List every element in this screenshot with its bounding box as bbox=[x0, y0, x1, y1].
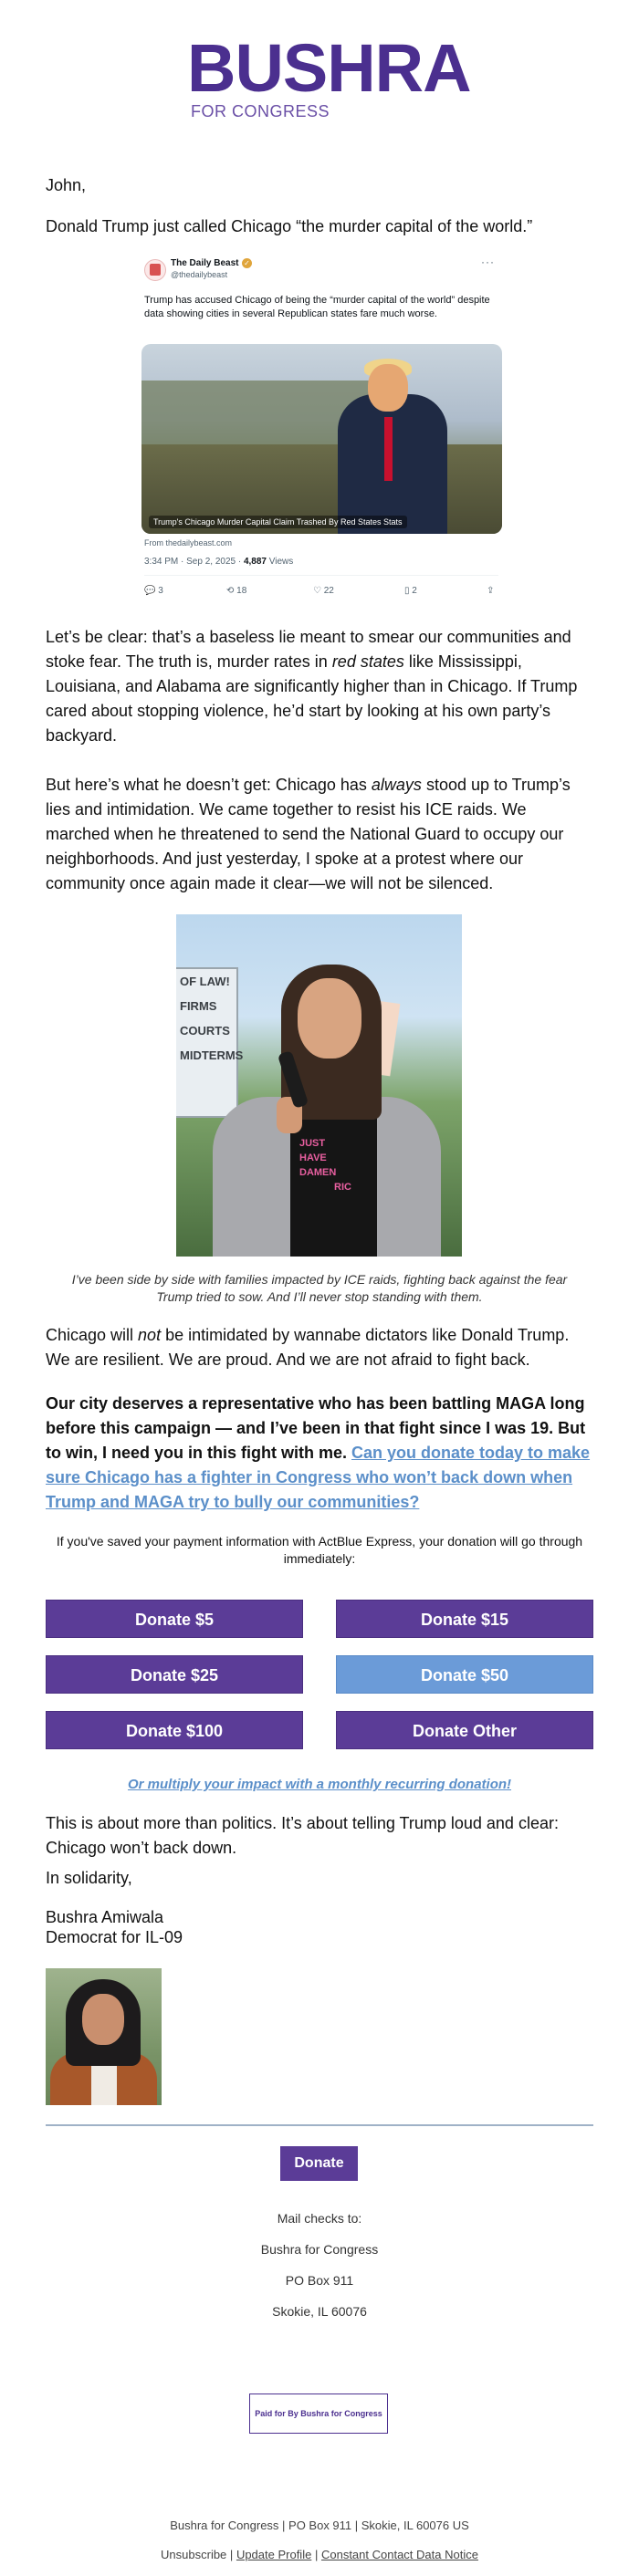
divider bbox=[46, 2124, 593, 2126]
repost-icon: ⟲ bbox=[226, 586, 235, 596]
donate-ask-link[interactable]: Can you donate today to make sure Chicago has a fighter in Congress who won’t back down when Trump and MAGA try to bully our communities? bbox=[46, 1444, 591, 1511]
embedded-tweet[interactable] bbox=[141, 256, 502, 611]
bookmark-count: 2 bbox=[412, 586, 417, 596]
paragraph-resistance: But here’s what he doesn’t get: Chicago has always stood up to Trump’s lies and intimidation. We came together to resist his ICE raids. We marched when he threatened to send the National Guard to occupy our neighborhoods. And just yesterday, I spoke at a protest where our community once again made it clear—we will not be silenced. bbox=[46, 776, 571, 892]
closing-paragraph: This is about more than politics. It’s about telling Trump loud and clear: Chicago won’t back down. bbox=[46, 1814, 559, 1857]
donate-50-button[interactable]: Donate $50 bbox=[336, 1655, 593, 1694]
verified-badge-icon: ✓ bbox=[242, 258, 252, 268]
bookmark-action[interactable] bbox=[404, 586, 417, 596]
tweet-views-count: 4,887 bbox=[243, 557, 267, 567]
mail-line-1: Bushra for Congress bbox=[260, 2242, 379, 2257]
candidate-portrait bbox=[46, 1968, 162, 2105]
logo-wordmark: BUSHRA bbox=[187, 30, 471, 106]
tweet-views-label: Views bbox=[268, 557, 294, 567]
tweet-author-handle: @thedailybeast bbox=[171, 270, 228, 279]
repost-count: 18 bbox=[236, 586, 247, 596]
tweet-source: From thedailybeast.com bbox=[144, 538, 233, 548]
logo-subtitle: FOR CONGRESS bbox=[191, 102, 330, 120]
tweet-author-name: The Daily Beast bbox=[171, 258, 239, 268]
more-options-icon[interactable]: ··· bbox=[481, 256, 495, 268]
donate-100-button[interactable]: Donate $100 bbox=[46, 1711, 303, 1749]
signature-name: Bushra Amiwala bbox=[46, 1908, 164, 1926]
donate-button[interactable]: Donate bbox=[280, 2146, 358, 2181]
repost-action[interactable] bbox=[226, 586, 246, 596]
reply-action[interactable] bbox=[144, 586, 163, 596]
campaign-logo bbox=[187, 30, 471, 121]
unsubscribe-link[interactable]: Unsubscribe bbox=[161, 2548, 227, 2561]
reply-count: 3 bbox=[158, 586, 163, 596]
paragraph-red-states: Let’s be clear: that’s a baseless lie meant to smear our communities and stoke fear. The truth is, murder rates in red states like Mississippi, Louisiana, and Alabama are significantly higher than in Chicago. If Trump cared about stopping violence, he’d start by looking at his own party’s backyard. bbox=[46, 628, 578, 745]
paragraph-not-intimidated: Chicago will not be intimidated by wannabe dictators like Donald Trump. We are resilient. We are proud. And we are not afraid to fight back. bbox=[46, 1326, 570, 1369]
mail-line-3: Skokie, IL 60076 bbox=[272, 2304, 367, 2319]
tweet-avatar bbox=[144, 259, 166, 281]
bookmark-icon: ▯ bbox=[404, 586, 410, 596]
share-icon[interactable]: ⇪ bbox=[487, 586, 495, 596]
update-profile-link[interactable]: Update Profile bbox=[236, 2548, 312, 2561]
like-action[interactable] bbox=[313, 586, 334, 596]
greeting: John, bbox=[46, 176, 87, 194]
tweet-media-caption: Trump's Chicago Murder Capital Claim Trashed By Red States Stats bbox=[149, 516, 407, 528]
reply-icon: 💬 bbox=[144, 586, 156, 596]
data-notice-link[interactable]: Constant Contact Data Notice bbox=[320, 2548, 478, 2561]
paid-for-disclaimer: Paid for By Bushra for Congress bbox=[249, 2393, 388, 2434]
protest-sign: OF LAW! FIRMS COURTS MIDTERMS bbox=[176, 967, 238, 1118]
actblue-note: If you've saved your payment information with ActBlue Express, your donation will go through immediately: bbox=[56, 1534, 583, 1566]
footer-links: Unsubscribe | Update Profile | Constant Contact Data Notice bbox=[161, 2548, 478, 2561]
tweet-metadata bbox=[144, 557, 293, 567]
protest-photo: OF LAW! FIRMS COURTS MIDTERMS JUST HAVE DAMEN RIC bbox=[176, 914, 462, 1257]
signoff: In solidarity, bbox=[46, 1869, 132, 1887]
tweet-timestamp: 3:34 PM · Sep 2, 2025 · bbox=[144, 557, 242, 567]
donate-5-button[interactable]: Donate $5 bbox=[46, 1600, 303, 1638]
tweet-divider bbox=[144, 575, 498, 576]
paragraph-donate-ask: Our city deserves a representative who has been battling MAGA long before this campaign — and I’ve been in that fight since I was 19. But to win, I need you in this fight with me. Can you donate today to make sure Chicago has a fighter in Congress who won’t back down when Trump and MAGA try to bully our communities? bbox=[46, 1394, 591, 1511]
mail-label: Mail checks to: bbox=[277, 2211, 362, 2226]
heart-icon: ♡ bbox=[313, 586, 321, 596]
donate-15-button[interactable]: Donate $15 bbox=[336, 1600, 593, 1638]
signature-title: Democrat for IL-09 bbox=[46, 1928, 183, 1946]
donate-other-button[interactable]: Donate Other bbox=[336, 1711, 593, 1749]
mail-line-2: PO Box 911 bbox=[285, 2273, 354, 2288]
photo-caption: I’ve been side by side with families impacted by ICE raids, fighting back against the fear Trump tried to sow. And I’ll never stop standing with them. bbox=[71, 1272, 568, 1304]
recurring-donation-link[interactable]: Or multiply your impact with a monthly recurring donation! bbox=[127, 1777, 512, 1792]
intro-paragraph: Donald Trump just called Chicago “the murder capital of the world.” bbox=[46, 217, 533, 235]
like-count: 22 bbox=[323, 586, 334, 596]
tweet-text: Trump has accused Chicago of being the “murder capital of the world” despite data showing cities in several Republican states fare much worse. bbox=[144, 295, 490, 319]
tweet-actions bbox=[144, 586, 500, 600]
footer-address: Bushra for Congress | PO Box 911 | Skokie, IL 60076 US bbox=[170, 2519, 469, 2532]
tweet-media-image[interactable] bbox=[141, 344, 502, 534]
donate-25-button[interactable]: Donate $25 bbox=[46, 1655, 303, 1694]
